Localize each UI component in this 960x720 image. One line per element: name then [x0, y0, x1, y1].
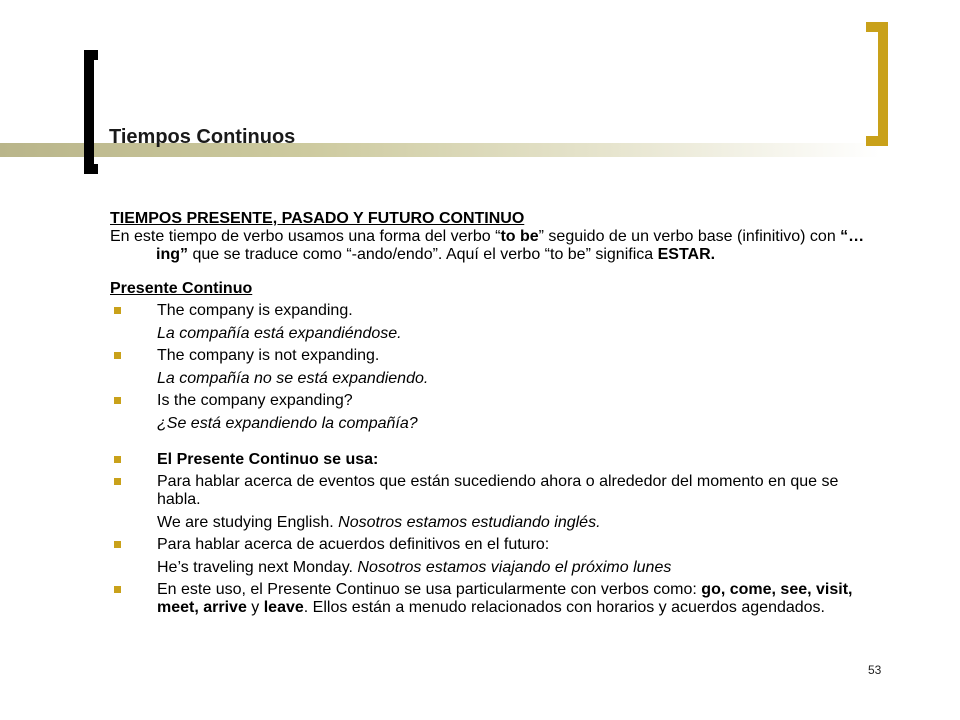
bullet-icon	[114, 541, 121, 548]
list-item: Is the company expanding?	[110, 392, 880, 410]
slide-body	[110, 210, 880, 617]
bullet-icon	[114, 456, 121, 463]
translation: La compañía no se está expandiendo.	[157, 370, 429, 387]
bullet-icon	[114, 352, 121, 359]
list-item: Para hablar acerca de eventos que están sucediendo ahora o alrededor del momento en que se habla.	[110, 473, 880, 509]
bullet-icon	[114, 397, 121, 404]
example: We are studying English. Nosotros estamos estudiando inglés.	[157, 514, 601, 531]
bullet-icon	[114, 478, 121, 485]
slide-title: Tiempos Continuos	[109, 126, 296, 148]
list-item: The company is not expanding.	[110, 347, 880, 365]
list-item: The company is expanding.	[110, 302, 880, 320]
page-number: 53	[868, 663, 882, 677]
bullet-icon	[114, 307, 121, 314]
example: He’s traveling next Monday. Nosotros estamos viajando el próximo lunes	[157, 559, 672, 576]
list-item: Para hablar acerca de acuerdos definitivos en el futuro:	[110, 536, 880, 554]
main-heading: TIEMPOS PRESENTE, PASADO Y FUTURO CONTINUO	[110, 210, 525, 227]
list-item: En este uso, el Presente Continuo se usa particularmente con verbos como: go, come, see, visit, meet, arrive y leave. Ellos están a menudo relacionados con horarios y acuerdos agendados.	[110, 581, 880, 617]
list-item: El Presente Continuo se usa:	[110, 451, 880, 469]
intro-paragraph: En este tiempo de verbo usamos una forma del verbo “to be” seguido de un verbo base (infinitivo) con “…ing” que se traduce como “-ando/endo”. Aquí el verbo “to be” significa ESTAR.	[110, 228, 865, 263]
translation: La compañía está expandiéndose.	[157, 325, 402, 342]
left-bracket-decoration	[84, 50, 98, 174]
section-heading: Presente Continuo	[110, 280, 253, 297]
right-bracket-decoration	[866, 22, 888, 146]
translation: ¿Se está expandiendo la compañía?	[157, 415, 418, 432]
bullet-icon	[114, 586, 121, 593]
